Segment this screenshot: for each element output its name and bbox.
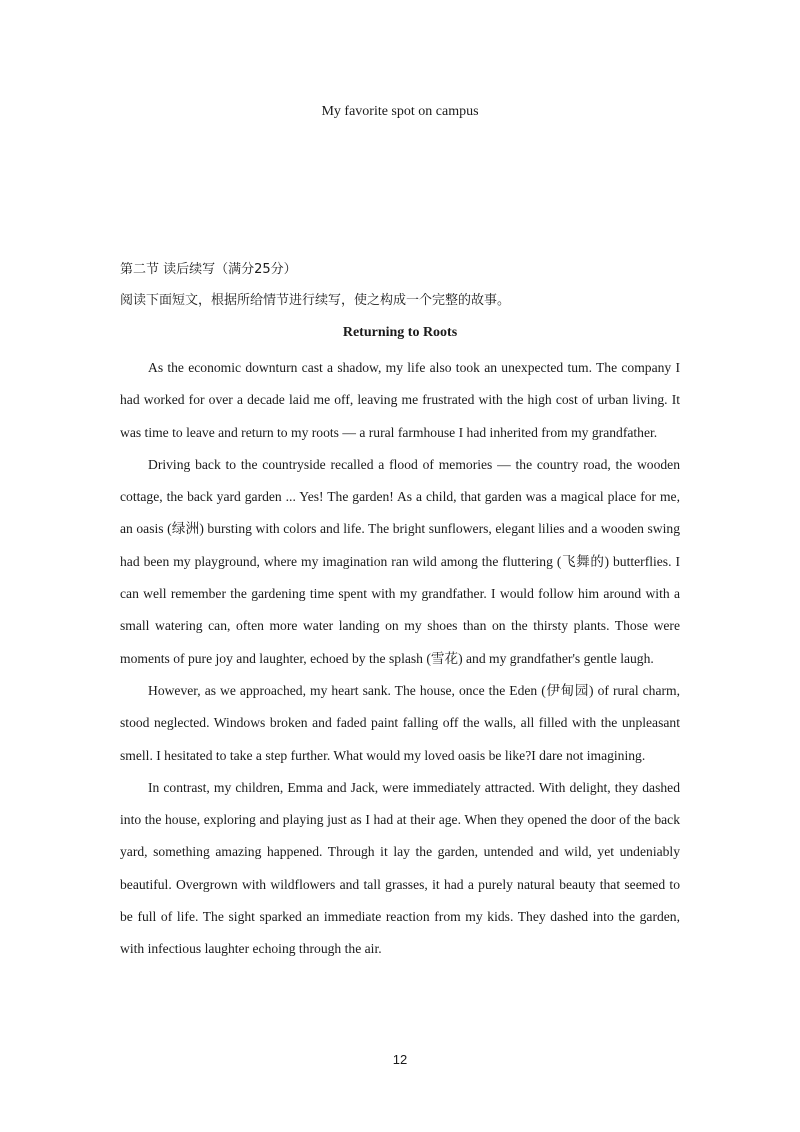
story-body — [120, 352, 680, 966]
story-title: Returning to Roots — [342, 325, 458, 340]
story-paragraph: As the economic downturn cast a shadow, my life also took an unexpected tum. The company I had worked for over a decade laid me off, leaving me frustrated with the high cost of urban living. It was time to leave and return to my roots — a rural farmhouse I had inherited from my grandfather. — [120, 360, 680, 440]
section-heading: 第二节 读后续写（满分25分） — [120, 262, 297, 277]
story-paragraph: In contrast, my children, Emma and Jack, were immediately attracted. With delight, they dashed into the house, exploring and playing just as I had at their age. When they opened the door of the back yard, something amazing happened. Through it lay the garden, untended and wild, yet undeniably beautiful. Overgrown with wildflowers and tall grasses, it had a purely natural beauty that seemed to be full of life. The sight sparked an immediate reaction from my kids. They dashed into the garden, with infectious laughter echoing through the air. — [120, 779, 680, 957]
story-paragraph: Driving back to the countryside recalled a flood of memories — the country road, the wooden cottage, the back yard garden ... Yes! The garden! As a child, that garden was a magical place for me, an oasis (绿洲) bursting with colors and life. The bright sunflowers, elegant lilies and a wooden swing had been my playground, where my imagination ran wild among the fluttering (飞舞的) butterflies. I can well remember the gardening time spent with my grandfather. I would follow him around with a small watering can, often more water landing on my shoes than on the thirsty plants. Those were moments of pure joy and laughter, echoed by the splash (雪花) and my grandfather's gentle laugh. — [120, 456, 680, 666]
page-number: 12 — [392, 1052, 408, 1067]
section-instruction: 阅读下面短文，根据所给情节进行续写，使之构成一个完整的故事。 — [120, 293, 511, 308]
writing-prompt-title: My favorite spot on campus — [321, 104, 479, 119]
story-paragraph: However, as we approached, my heart sank. The house, once the Eden (伊甸园) of rural charm, stood neglected. Windows broken and faded paint falling off the walls, all filled with the unpleasant smell. I hesitated to take a step further. What would my loved oasis be like?I dare not imagining. — [120, 682, 680, 763]
